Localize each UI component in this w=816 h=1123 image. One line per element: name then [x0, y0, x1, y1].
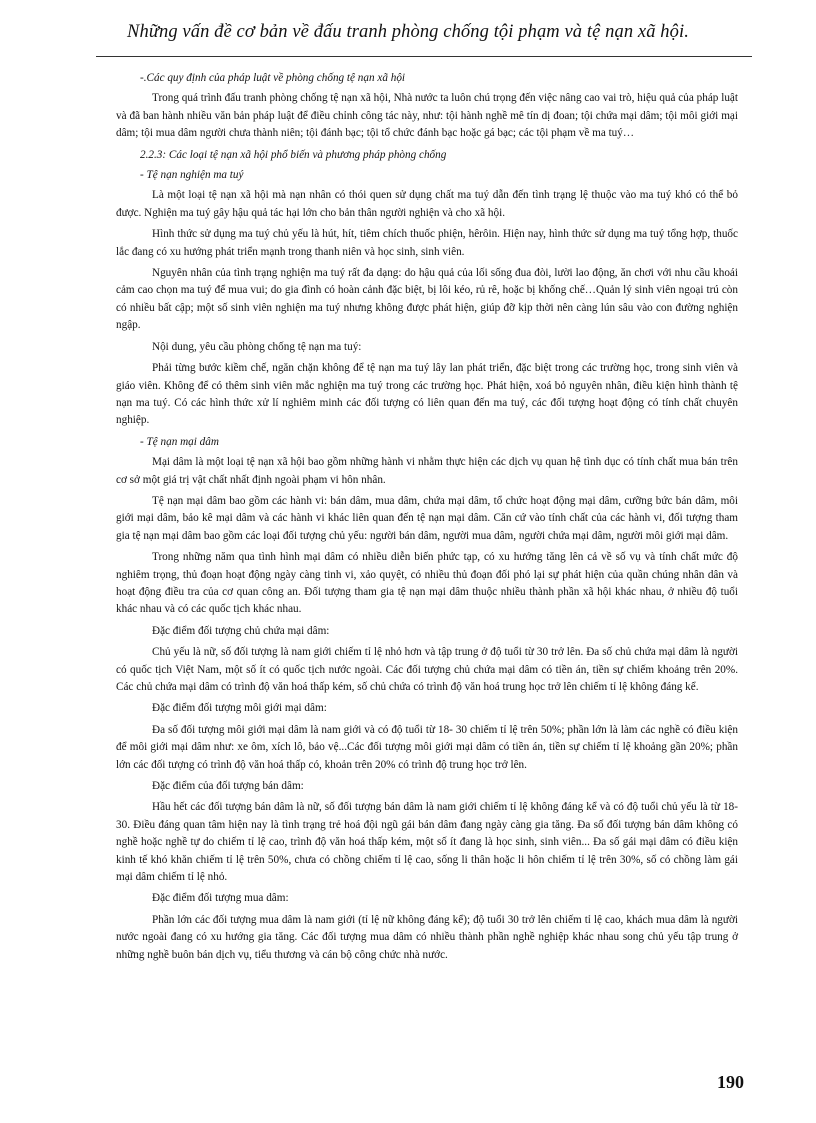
page-number: 190 [717, 1072, 744, 1092]
paragraph: Đặc điểm đối tượng chủ chứa mại dâm: [152, 624, 330, 637]
item-heading-drug-addiction: - Tệ nạn nghiện ma tuý [140, 169, 244, 182]
paragraph: Đặc điểm đối tượng mua dâm: [152, 892, 289, 905]
header-rule [96, 56, 752, 57]
paragraph: Trong quá trình đấu tranh phòng chống tệ nạn xã hội, Nhà nước ta luôn chú trọng đến việc nâng cao vai trò, hiệu quả của pháp luật và đã ban hành nhiều văn bản pháp luật để điều chỉnh công tác này, như: tội hành nghề mê tín dị đoan; tội chứa mại dâm; tội môi giới mại dâm; tội mua dâm người chưa thành niên; tội đánh bạc; tội tổ chức đánh bạc hoặc gá bạc; các tội phạm về ma tuý… [116, 92, 738, 140]
page-body [116, 70, 738, 968]
paragraph: Là một loại tệ nạn xã hội mà nạn nhân có thói quen sử dụng chất ma tuý dẫn đến tình trạng lệ thuộc vào ma tuý khó có thể bỏ được. Nghiện ma tuý gây hậu quả tác hại lớn cho bản thân người nghiện và cho xã hội. [116, 189, 738, 219]
running-header: Những vấn đề cơ bản về đấu tranh phòng chống tội phạm và tệ nạn xã hội. [127, 22, 689, 42]
paragraph: Đa số đối tượng môi giới mại dâm là nam giới và có độ tuổi từ 18- 30 chiếm tỉ lệ trên 50%; phần lớn là làm các nghề có điều kiện để môi giới mại dâm như: xe ôm, xích lô, bảo vệ...Các đối tượng môi giới mại dâm có tiền án, tiền sự chiếm tỉ lệ khoảng gần 20%; phần lớn các đối tượng có trình độ văn hoá thấp có, khoản trên 20% có trình độ trung học trở lên. [116, 723, 738, 771]
section-heading-legal-rules: -.Các quy định của pháp luật về phòng chống tệ nạn xã hội [140, 72, 406, 84]
paragraph: Hầu hết các đối tượng bán dâm là nữ, số đối tượng bán dâm là nam giới chiếm tỉ lệ không đáng kể và có độ tuổi chủ yếu là từ 18- 30. Điều đáng quan tâm hiện nay là tình trạng trẻ hoá đội ngũ gái bán dâm đang ngày càng gia tăng. Đa số đối tượng bán dâm không có nghề hoặc nghề tự do chiếm tỉ lệ cao, trình độ văn hoá thấp kém, một số ít đang là học sinh, sinh viên... Đa số gái mại dâm có điều kiện kinh tế khó khăn chiếm tỉ lệ trên 50%, chưa có chồng chiếm tỉ lệ cao, sống li thân hoặc li hôn chiếm tỉ lệ trên 30%, số có chồng làm gái mại dâm chiếm tỉ lệ nhỏ. [116, 801, 738, 884]
paragraph: Hình thức sử dụng ma tuý chủ yếu là hút, hít, tiêm chích thuốc phiện, hêrôin. Hiện nay, hình thức sử dụng ma tuý tổng hợp, thuốc lắc đang có xu hướng phát triển mạnh trong thanh niên và học sinh, sinh viên. [116, 228, 738, 258]
paragraph: Đặc điểm đối tượng môi giới mại dâm: [152, 702, 327, 715]
subsection-heading-2-2-3: 2.2.3: Các loại tệ nạn xã hội phổ biến và phương pháp phòng chống [140, 148, 447, 161]
paragraph: Trong những năm qua tình hình mại dâm có nhiều diễn biến phức tạp, có xu hướng tăng lên cả về số vụ và tính chất mức độ nghiêm trọng, thủ đoạn hoạt động ngày càng tinh vi, xảo quyệt, có nhiều thủ đoạn đối phó lại sự phát hiện của quần chúng nhân dân và hoạt động điều tra của cơ quan công an. Đối tượng tham gia tệ nạn mại dâm thuộc nhiều thành phần xã hội khác nhau, ở nhiều độ tuổi khác nhau và có các quốc tịch khác nhau. [116, 551, 738, 616]
paragraph: Chủ yếu là nữ, số đối tượng là nam giới chiếm tỉ lệ nhỏ hơn và tập trung ở độ tuổi từ 30 trở lên. Đa số chủ chứa mại dâm là người có quốc tịch Việt Nam, một số ít có quốc tịch nước ngoài. Các đối tượng chủ chứa mại dâm có tiền án, tiền sự chiếm khoảng trên 20%. Các chủ chứa mại dâm có trình độ văn hoá thấp kém, số chủ chứa có trình độ văn hoá trung học trở lên chiếm tỉ lệ không đáng kể. [116, 646, 738, 693]
paragraph: Phải từng bước kiềm chế, ngăn chặn không để tệ nạn ma tuý lây lan phát triển, đặc biệt trong các trường học, trong sinh viên và giáo viên. Không để có thêm sinh viên mắc nghiện ma tuý trong các trường học. Phát hiện, xoá bỏ nguyên nhân, điều kiện hình thành tệ nạn ma tuý. Có các hình thức xử lí nghiêm minh các đối tượng có liên quan đến ma tuý, các đối tượng hoạt động có tính chất chuyên nghiệp. [116, 362, 738, 427]
paragraph: Tệ nạn mại dâm bao gồm các hành vi: bán dâm, mua dâm, chứa mại dâm, tổ chức hoạt động mại dâm, cưỡng bức bán dâm, môi giới mại dâm, bảo kê mại dâm và các hành vi khác liên quan đến tệ nạn mại dâm. Căn cứ vào tính chất của các hành vi, đối tượng tham gia tệ nạn mại dâm bao gồm các loại đối tượng chủ yếu: người bán dâm, người mua dâm, người chứa mại dâm, người môi giới mại dâm. [116, 494, 738, 542]
paragraph: Mại dâm là một loại tệ nạn xã hội bao gồm những hành vi nhằm thực hiện các dịch vụ quan hệ tình dục có tính chất mua bán trên cơ sở một giá trị vật chất nhất định ngoài phạm vi hôn nhân. [116, 456, 738, 486]
paragraph: Nguyên nhân của tình trạng nghiện ma tuý rất đa dạng: do hậu quả của lối sống đua đòi, lười lao động, ăn chơi với nhu cầu khoái cảm cao chọn ma tuý để mua vui; do gia đình có hoàn cảnh đặc biệt, bị lôi kéo, rủ rê, hoặc bị khống chế…Quản lý sinh viên ngoại trú còn có nhiều bất cập; một số sinh viên nghiện ma tuý nhưng không được phát hiện, giúp đỡ kịp thời nên càng lún sâu vào con đường nghiện ngập. [116, 267, 738, 332]
item-heading-prostitution: - Tệ nạn mại dâm [140, 435, 219, 448]
paragraph: Nội dung, yêu cầu phòng chống tệ nạn ma tuý: [152, 340, 362, 353]
paragraph: Phần lớn các đối tượng mua dâm là nam giới (tỉ lệ nữ không đáng kể); độ tuổi 30 trở lên chiếm tỉ lệ cao, khách mua dâm là người nước ngoài đang có xu hướng gia tăng. Các đối tượng mua dâm có nhiều thành phần nghề nghiệp khác nhau song chủ yếu tập trung ở những nghề buôn bán dịch vụ, tiểu thương và cán bộ công chức nhà nước. [116, 913, 738, 961]
paragraph: Đặc điểm của đối tượng bán dâm: [152, 780, 304, 793]
